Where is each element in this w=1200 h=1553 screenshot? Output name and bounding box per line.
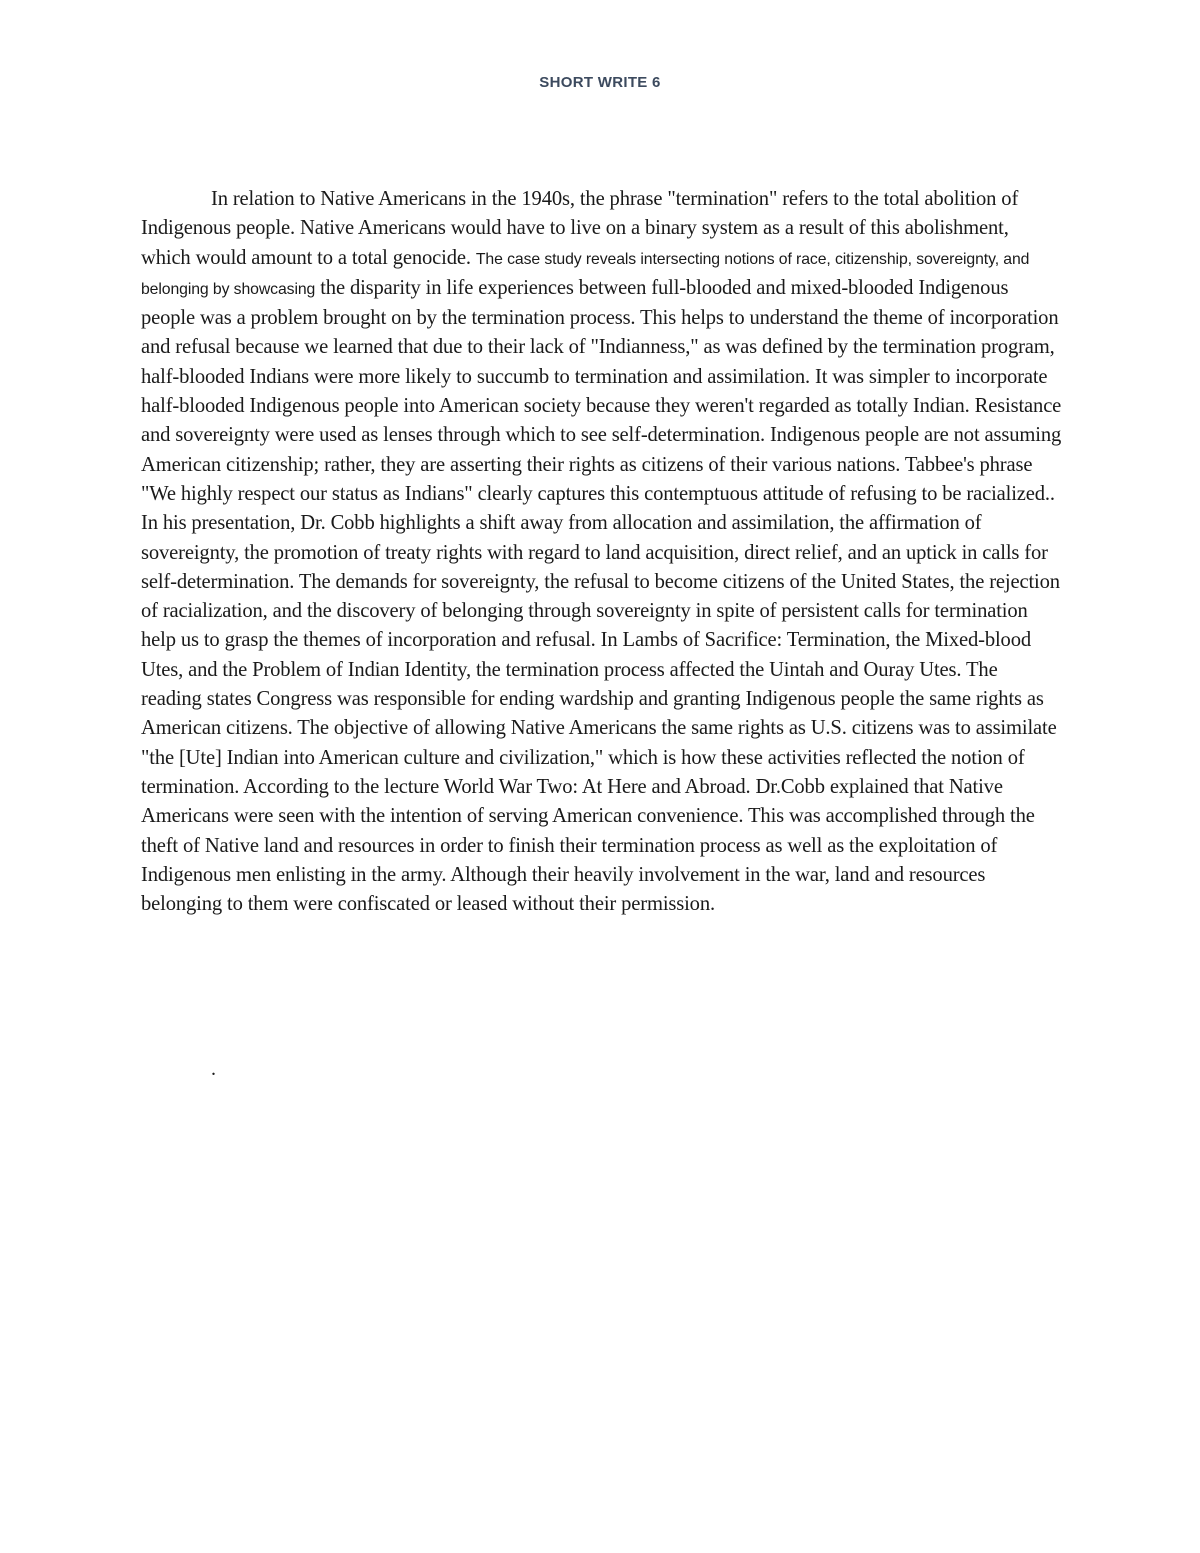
document-title: SHORT WRITE 6 (539, 74, 661, 91)
paragraph-text-part-3: the disparity in life experiences between full-blooded and mixed-blooded Indigenous people was a problem brought on by the termination process. This helps to understand the theme of incorporation and refusal because we learned that due to their lack of "Indianness," as was defined by the termination program, half-blooded Indians were more likely to succumb to termination and assimilation. It was simpler to incorporate half-blooded Indigenous people into American society because they weren't regarded as totally Indian. Resistance and sovereignty were used as lenses through which to see self-determination. Indigenous people are not assuming American citizenship; rather, they are asserting their rights as citizens of their various nations. Tabbee's phrase "We highly respect our status as Indians" clearly captures this contemptuous attitude of refusing to be racialized.. In his presentation, Dr. Cobb highlights a shift away from allocation and assimilation, the affirmation of sovereignty, the promotion of treaty rights with regard to land acquisition, direct relief, and an uptick in calls for self-determination. The demands for sovereignty, the refusal to become citizens of the United States, the rejection of racialization, and the discovery of belonging through sovereignty in spite of persistent calls for termination help us to grasp the themes of incorporation and refusal. In Lambs of Sacrifice: Termination, the Mixed-blood Utes, and the Problem of Indian Identity, the termination process affected the Uintah and Ouray Utes. The reading states Congress was responsible for ending wardship and granting Indigenous people the same rights as American citizens. The objective of allowing Native Americans the same rights as U.S. citizens was to assimilate "the [Ute] Indian into American culture and civilization," which is how these activities reflected the notion of termination. According to the lecture World War Two: At Here and Abroad. Dr.Cobb explained that Native Americans were seen with the intention of serving American convenience. This was accomplished through the theft of Native land and resources in order to finish their termination process as well as the exploitation of Indigenous men enlisting in the army. Although their heavily involvement in the war, land and resources belonging to them were confiscated or leased without their permission. (141, 276, 1062, 916)
body-paragraph (141, 185, 1063, 919)
paragraph-text-part-1: In relation to Native Americans in the 1940s, the phrase "termination" refers to the total abolition of Indigenous people. Native Americans would have to live on a binary system as a result of this abolishment, which would amount to a total genocide. (141, 188, 1019, 269)
paragraph-text-part-2: The case study reveals intersecting notions of race, citizenship, sovereignty, and belonging by showcasing (141, 250, 1030, 298)
trailing-period: . (211, 1058, 216, 1080)
